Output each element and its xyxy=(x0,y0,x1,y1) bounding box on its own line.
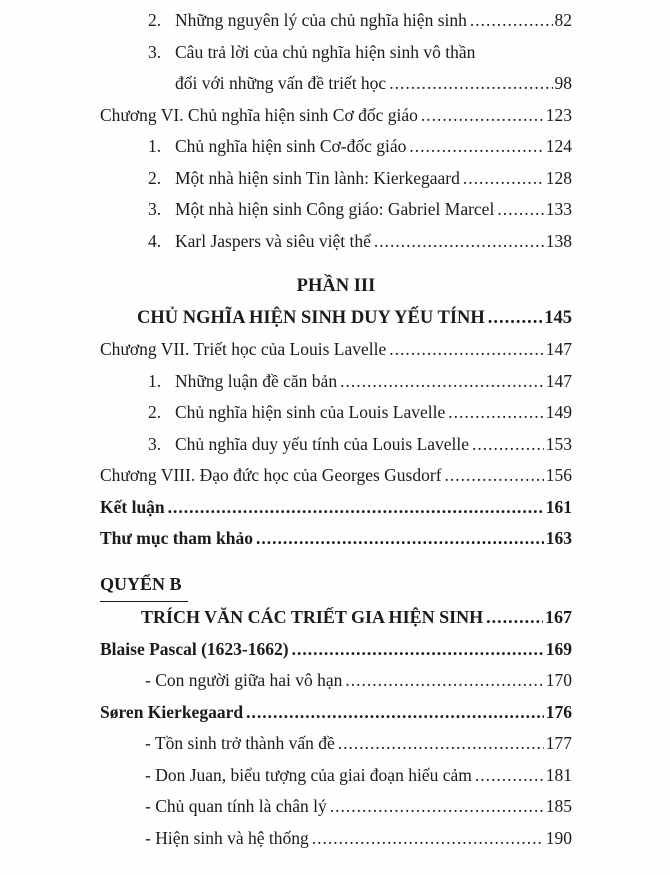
entry-text: Chương VIII. Đạo đức học của Georges Gusdorf xyxy=(100,465,442,485)
toc-entry xyxy=(100,37,572,69)
dot-leader xyxy=(472,429,544,461)
entry-marker: 1. xyxy=(148,370,162,391)
entry-text: đối với những vấn đề triết học xyxy=(175,73,387,93)
dot-leader xyxy=(312,823,544,855)
page-number: 98 xyxy=(554,73,572,93)
page-number: 177 xyxy=(545,733,572,753)
page-number: 185 xyxy=(545,796,572,816)
entry-text: PHẦN III xyxy=(296,276,376,296)
entry-text: Chương VII. Triết học của Louis Lavelle xyxy=(100,339,387,359)
dot-leader xyxy=(475,760,544,792)
entry-marker: 4. xyxy=(148,230,162,251)
dot-leader xyxy=(246,697,544,729)
entry-text: Chương VI. Chủ nghĩa hiện sinh Cơ đốc giáo xyxy=(100,104,418,125)
page-number: 147 xyxy=(545,370,572,391)
entry-text: CHỦ NGHĨA HIỆN SINH DUY YẾU TÍNH xyxy=(137,307,485,328)
dot-leader xyxy=(345,665,543,697)
entry-text: Søren Kierkegaard xyxy=(100,701,244,722)
page-number: 161 xyxy=(545,496,572,517)
entry-text: Câu trả lời của chủ nghĩa hiện sinh vô thần xyxy=(175,41,476,62)
entry-text: - Chủ quan tính là chân lý xyxy=(145,796,327,816)
toc-entry xyxy=(100,760,572,792)
dot-leader xyxy=(486,602,543,634)
toc-entry xyxy=(100,194,572,226)
dot-leader xyxy=(292,634,544,666)
entry-text: Chủ nghĩa duy yếu tính của Louis Lavelle xyxy=(175,433,470,454)
entry-text: - Con người giữa hai vô hạn xyxy=(145,670,343,690)
toc-entry xyxy=(100,823,572,855)
toc-entry-continuation xyxy=(100,68,572,100)
entry-text: Blaise Pascal (1623-1662) xyxy=(100,638,289,659)
dot-leader xyxy=(389,68,552,100)
page-number: 181 xyxy=(545,764,572,785)
page-number: 190 xyxy=(545,827,572,848)
toc-entry xyxy=(100,397,572,429)
dot-leader xyxy=(330,791,544,823)
entry-text: QUYỂN B xyxy=(100,569,188,603)
page-number: 170 xyxy=(545,670,572,690)
dot-leader xyxy=(168,492,544,524)
toc-entry xyxy=(100,334,572,366)
entry-marker: 2. xyxy=(148,10,162,30)
page-number: 156 xyxy=(545,465,572,485)
entry-text: Thư mục tham khảo xyxy=(100,528,253,548)
toc-entry xyxy=(100,665,572,697)
entry-text: Karl Jaspers và siêu việt thể xyxy=(175,230,371,251)
entry-text: - Hiện sinh và hệ thống xyxy=(145,827,309,848)
dot-leader xyxy=(256,523,544,555)
page-number: 82 xyxy=(554,10,572,30)
toc-entry xyxy=(100,460,572,492)
dot-leader xyxy=(448,397,544,429)
toc-entry xyxy=(100,634,572,666)
dot-leader xyxy=(488,303,542,335)
page-number: 138 xyxy=(545,230,572,251)
page-number: 153 xyxy=(545,433,572,454)
entry-text: Một nhà hiện sinh Tin lành: Kierkegaard xyxy=(175,167,460,188)
toc-entry xyxy=(100,602,572,634)
page-number: 169 xyxy=(545,638,572,659)
dot-leader xyxy=(409,131,543,163)
toc-entry xyxy=(100,791,572,823)
page-number: 145 xyxy=(544,307,572,328)
toc-list xyxy=(100,5,572,854)
toc-entry xyxy=(100,226,572,258)
page-number: 128 xyxy=(545,167,572,188)
page-number: 163 xyxy=(545,528,572,548)
toc-entry xyxy=(100,303,572,335)
entry-marker: 3. xyxy=(148,433,162,454)
page-number: 124 xyxy=(545,136,572,156)
dot-leader xyxy=(340,366,544,398)
entry-text: Một nhà hiện sinh Công giáo: Gabriel Marcel xyxy=(175,199,495,219)
toc-entry xyxy=(100,131,572,163)
dot-leader xyxy=(421,100,544,132)
toc-entry xyxy=(100,163,572,195)
entry-marker: 2. xyxy=(148,402,162,422)
entry-text: Những luận đề căn bản xyxy=(175,370,338,391)
entry-text: Kết luận xyxy=(100,496,165,517)
page-number: 123 xyxy=(545,104,572,125)
toc-entry xyxy=(100,697,572,729)
toc-entry xyxy=(100,492,572,524)
entry-marker: 3. xyxy=(148,41,162,62)
toc-entry xyxy=(100,429,572,461)
entry-text: - Don Juan, biểu tượng của giai đoạn hiếu cảm xyxy=(145,764,472,785)
dot-leader xyxy=(470,5,553,37)
entry-marker: 2. xyxy=(148,167,162,188)
page-number: 167 xyxy=(545,607,572,627)
toc-entry xyxy=(100,100,572,132)
entry-text: TRÍCH VĂN CÁC TRIẾT GIA HIỆN SINH xyxy=(141,607,484,627)
entry-marker: 3. xyxy=(148,199,162,219)
dot-leader xyxy=(497,194,543,226)
dot-leader xyxy=(445,460,544,492)
toc-entry xyxy=(100,728,572,760)
toc-entry xyxy=(100,569,572,603)
dot-leader xyxy=(374,226,544,258)
entry-marker: 1. xyxy=(148,136,162,156)
page-number: 133 xyxy=(545,199,572,219)
page-number: 176 xyxy=(545,701,572,722)
page-number: 147 xyxy=(545,339,572,359)
entry-text: Những nguyên lý của chủ nghĩa hiện sinh xyxy=(175,10,467,30)
entry-text: Chủ nghĩa hiện sinh Cơ-đốc giáo xyxy=(175,136,407,156)
dot-leader xyxy=(463,163,544,195)
dot-leader xyxy=(338,728,544,760)
toc-entry xyxy=(100,271,572,303)
toc-entry xyxy=(100,366,572,398)
entry-text: - Tồn sinh trở thành vấn đề xyxy=(145,733,335,753)
page-number: 149 xyxy=(545,402,572,422)
toc-entry xyxy=(100,5,572,37)
dot-leader xyxy=(389,334,544,366)
toc-entry xyxy=(100,523,572,555)
entry-text: Chủ nghĩa hiện sinh của Louis Lavelle xyxy=(175,402,446,422)
